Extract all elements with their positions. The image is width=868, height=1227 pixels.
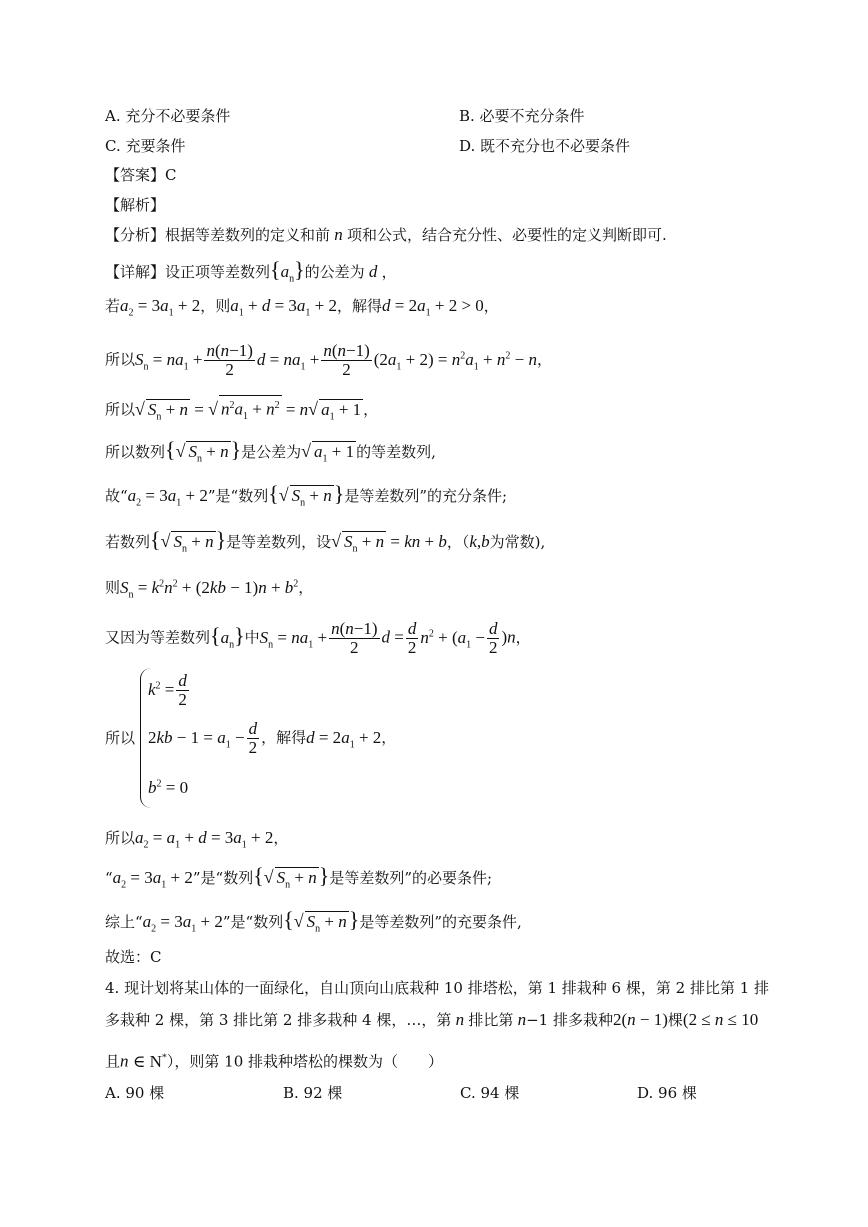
detail-text: 的公差为: [304, 263, 365, 281]
detail-text: 是等差数列，设: [226, 533, 332, 551]
detail-text: 是等差数列”的必要条件;: [329, 869, 493, 887]
detail-text: 又因为等差数列: [105, 628, 211, 647]
detail-text: 故“: [105, 487, 128, 505]
detail-text: 是公差为: [241, 443, 302, 461]
answer-line: 【答案】C: [105, 166, 177, 184]
detail-text: 中: [244, 628, 260, 647]
detail-text: 所以: [105, 350, 136, 369]
detail-line-13: 综上“$a_2 = 3a_1 + 2$”是“数列{√ $S_n + n$}是等差数列”的充要条件,: [105, 910, 522, 939]
detail-line-2: 若$a_2 = 3a_1 + 2$，则$a_1 + d = 3a_1 + 2$，解得$d = 2a_1 + 2 > 0$，: [105, 296, 499, 319]
detail-line-9: 又因为等差数列$\{a_n\}$中$S_n = na_1$ + $\frac{n(n-1)}{2}$ d = $\frac{d}{2}$ $n^2 + (a_1$ − $\frac{d}{2}$ )n，: [105, 619, 531, 657]
detail-line-4: 所以√ $S_n + n$ = √ $n^2a_1 + n^2 = n√$ $a_1 + 1$ ，: [105, 395, 378, 427]
q4-text: −1 排多栽种: [526, 1011, 613, 1029]
fenxi-tail: 项和公式，结合充分性、必要性的定义判断即可.: [347, 226, 667, 244]
detail-text: ，解得: [261, 728, 307, 747]
q4-option-d: D. 96 棵: [637, 1084, 697, 1102]
q4-text: 且: [105, 1052, 121, 1071]
q4-line-2: 多栽种 2 棵，第 3 排比第 2 排多栽种 4 棵，…，第 n 排比第 n−1 排多栽种2(n − 1)棵(2 ≤ n ≤ 10: [105, 1010, 759, 1029]
system-eq-1: $k^2$ = $\frac{d}{2}$: [148, 671, 187, 709]
detail-text: ”是“数列: [207, 487, 269, 505]
detail-line-1: 【详解】设正项等差数列$\{a_n\}$的公差为 d ，: [105, 257, 397, 285]
q4-line-1: 4. 现计划将某山体的一面绿化，自山顶向山底栽种 10 排塔松，第 1 排栽种 6 棵，第 2 排比第 1 排: [105, 979, 770, 997]
fenxi-line: 【分析】根据等差数列的定义和前 n 项和公式，结合充分性、必要性的定义判断即可.: [105, 225, 667, 244]
detail-line-11: 所以$a_2 = a_1 + d = 3a_1 + 2$，: [105, 828, 289, 851]
detail-text: ”是“数列: [192, 869, 254, 887]
detail-text: ，（: [446, 533, 470, 551]
q4-text: ），则第 10 排栽种塔松的棵数为（ ）: [166, 1052, 444, 1071]
q4-option-b: B. 92 棵: [283, 1084, 343, 1102]
detail-text: 是等差数列”的充分条件;: [344, 487, 508, 505]
analysis-heading: 【解析】: [105, 196, 166, 214]
option-d: D. 既不充分也不必要条件: [459, 137, 631, 155]
detail-text: 所以数列: [105, 443, 166, 461]
fenxi-head: 【分析】根据等差数列的定义和前: [105, 226, 331, 244]
option-a: A. 充分不必要条件: [105, 107, 231, 125]
option-c: C. 充要条件: [105, 137, 186, 155]
detail-line-14: 故选：C: [105, 948, 162, 966]
detail-text: 所以: [105, 400, 136, 419]
detail-text: 【详解】设正项等差数列: [105, 263, 271, 281]
detail-line-6: 故“$a_2 = 3a_1 + 2$”是“数列{√ $S_n + n$}是等差数列”的充分条件;: [105, 484, 507, 513]
detail-text: 若: [105, 297, 121, 315]
detail-line-10: [105, 728, 135, 748]
detail-text: 所以: [105, 829, 136, 847]
system-eq-2: $2kb - 1 = a_1$ − $\frac{d}{2}$ ，解得$d = 2a_1 + 2$，: [148, 719, 397, 757]
detail-text: ，解得: [337, 297, 383, 315]
option-b: B. 必要不充分条件: [459, 107, 585, 125]
q4-text: 多栽种 2 棵，第 3 排比第 2 排多栽种 4 棵，…，第: [105, 1011, 452, 1029]
q4-text: 棵: [667, 1011, 683, 1029]
detail-line-3: 所以$S_n = na_1$ + $\frac{n(n-1)}{2}$ $d = na_1$ + $\frac{n(n-1)}{2}$ $(2a_1 + 2) = n^2a_1 + n^2 - n$，: [105, 341, 552, 379]
detail-line-8: 则$S_n = k^2n^2 + (2kb - 1)n + b^2$，: [105, 577, 314, 601]
detail-text: 是等差数列”的充要条件,: [359, 913, 522, 931]
q4-line-3: 且n ∈ N*），则第 10 排栽种塔松的棵数为（ ）: [105, 1051, 444, 1071]
q4-option-c: C. 94 棵: [460, 1084, 520, 1102]
detail-text: ，则: [200, 297, 231, 315]
system-eq-3: $b^2 = 0$: [148, 778, 189, 797]
q4-option-a: A. 90 棵: [105, 1084, 165, 1102]
detail-line-5: 所以数列{√ $S_n + n$}是公差为√ $a_1 + 1$ 的等差数列,: [105, 440, 436, 469]
detail-text: 则: [105, 578, 121, 597]
detail-text: 的等差数列,: [356, 443, 436, 461]
detail-text: 综上“: [105, 913, 143, 931]
detail-text: 若数列: [105, 533, 151, 551]
detail-text: 为常数),: [489, 533, 546, 551]
q4-text: 排比第: [468, 1011, 514, 1029]
detail-line-12: “$a_2 = 3a_1 + 2$”是“数列{√ $S_n + n$}是等差数列”的必要条件;: [105, 866, 492, 895]
detail-text: 所以: [105, 729, 136, 747]
detail-text: “: [105, 869, 113, 887]
detail-line-7: 若数列{√ $S_n + n$}是等差数列，设√ $S_n + n$ = kn + b，（k,b为常数),: [105, 530, 545, 559]
detail-text: ”是“数列: [222, 913, 284, 931]
